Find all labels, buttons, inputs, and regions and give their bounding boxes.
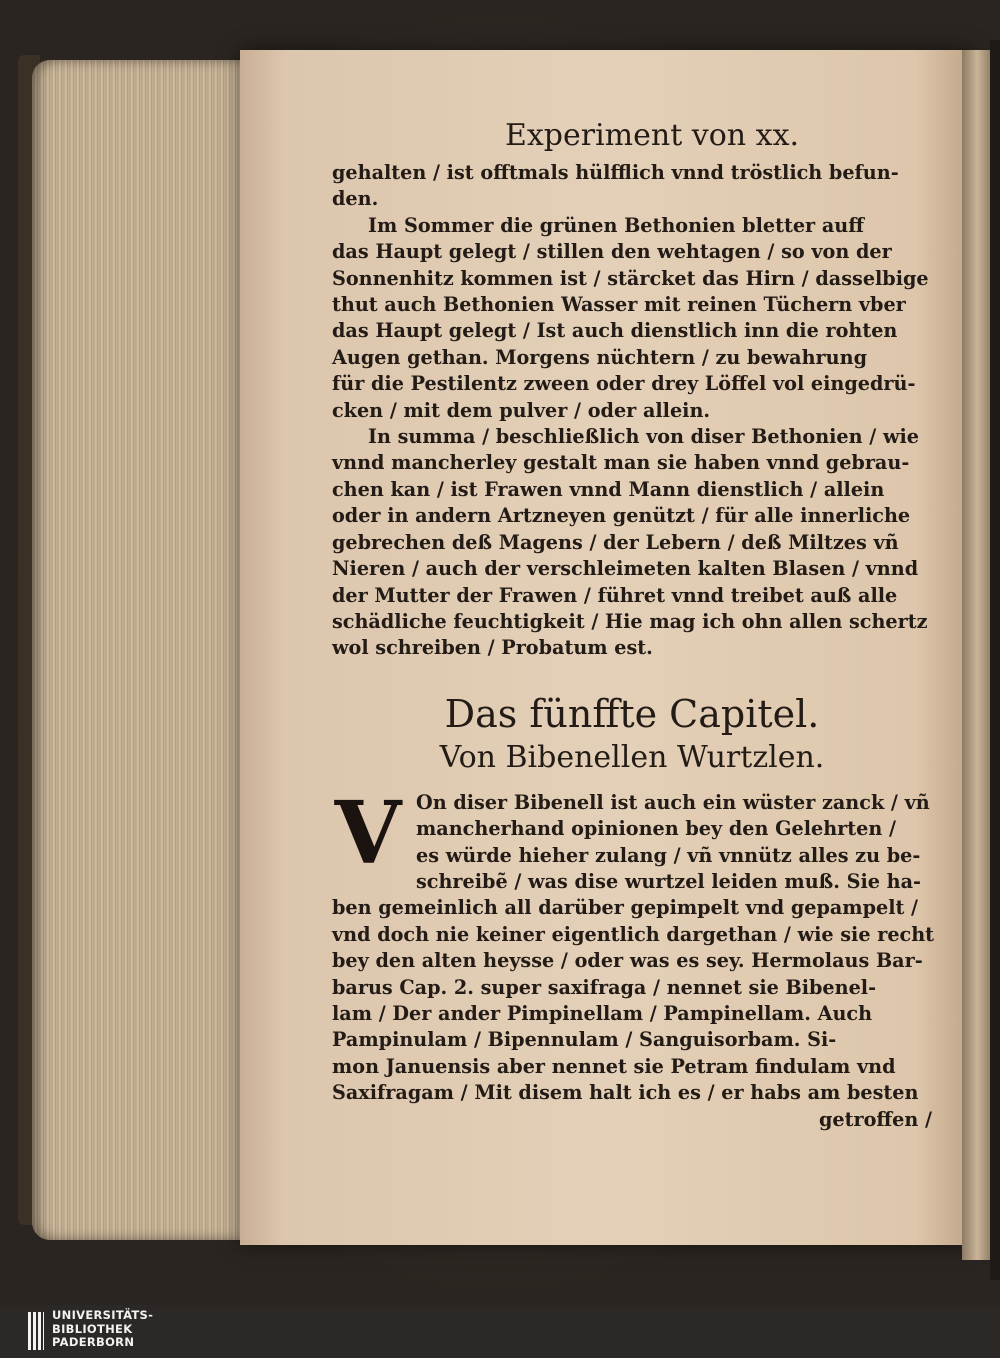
running-head: Experiment von xx. — [504, 118, 800, 153]
text-line: den. — [332, 187, 379, 211]
text-line: gehalten / ist offtmals hülfflich vnnd tröstlich befun- — [332, 161, 899, 184]
drop-cap-paragraph — [332, 782, 932, 896]
text-line: wol schreiben / Probatum est. — [332, 636, 653, 660]
body-lines — [332, 895, 935, 1106]
logo-line-2: BIBLIOTHEK — [52, 1321, 133, 1336]
text-line: es würde hieher zulang / vñ vnnütz alles zu be- — [416, 843, 921, 867]
text-line: Nieren / auch der verschleimeten kalten Blasen / vnnd — [332, 557, 919, 581]
book-cover-right — [990, 40, 1000, 1280]
text-line: mancherhand opinionen bey den Gelehrten / — [416, 817, 896, 841]
text-line: Saxifragam / Mit disem halt ich es / er habs am besten — [332, 1081, 919, 1105]
text-line: cken / mit dem pulver / oder allein. — [332, 398, 711, 422]
text-line: mon Januensis aber nennet sie Petram findulam vnd — [332, 1054, 896, 1078]
page-edges — [32, 60, 247, 1240]
text-line: bey den alten heysse / oder was es sey. Hermolaus Bar- — [332, 949, 923, 973]
chapter-subtitle: Von Bibenellen Wurtzlen. — [439, 739, 825, 775]
text-line: thut auch Bethonien Wasser mit reinen Tüchern vber — [332, 293, 906, 317]
text-line: vnd doch nie keiner eigentlich dargethan / wie sie recht — [332, 922, 935, 946]
text-line: gebrechen deß Magens / der Lebern / deß Miltzes vñ — [332, 530, 899, 554]
text-line: für die Pestilentz zween oder drey Löffel vol eingedrü- — [332, 372, 916, 396]
text-line: Pampinulam / Bipennulam / Sanguisorbam. Si- — [332, 1028, 837, 1052]
text-line: der Mutter der Frawen / führet vnnd treibet auß alle — [332, 583, 898, 607]
library-logo[interactable] — [52, 1309, 153, 1350]
text-line: On diser Bibenell ist auch ein wüster zanck / vñ — [416, 790, 930, 814]
text-line: vnnd mancherley gestalt man sie haben vnnd gebrau- — [332, 451, 910, 475]
text-line: Sonnenhitz kommen ist / stärcket das Hirn / dasselbige — [332, 266, 929, 290]
text-line: oder in andern Artzneyen genützt / für alle innerliche — [332, 504, 911, 528]
text-line: schreibẽ / was dise wurtzel leiden muß. Sie ha- — [416, 869, 921, 893]
chapter-title: Das fünffte Capitel. — [444, 691, 820, 736]
text-line: barus Cap. 2. super saxifraga / nennet sie Bibenel- — [332, 975, 877, 999]
text-line: das Haupt gelegt / stillen den wehtagen / so von der — [332, 240, 892, 264]
text-line: schädliche feuchtigkeit / Hie mag ich ohn allen schertz — [332, 609, 928, 633]
text-line: In summa / beschließlich von diser Bethonien / wie — [368, 425, 919, 449]
library-columns-icon — [28, 1312, 44, 1350]
drop-cap-initial: V — [334, 782, 402, 884]
logo-line-3: PADERBORN — [52, 1335, 135, 1349]
drop-cap-lines — [332, 782, 932, 896]
page-text — [332, 118, 935, 1133]
text-line: Im Sommer die grünen Bethonien bletter auff — [368, 213, 864, 237]
paragraph-lines — [332, 160, 932, 662]
text-line: lam / Der ander Pimpinellam / Pampinellam. Auch — [332, 1001, 873, 1025]
catchword: getroffen / — [819, 1107, 932, 1131]
text-line: chen kan / ist Frawen vnnd Mann dienstlich / allein — [332, 477, 885, 501]
logo-line-1: UNIVERSITÄTS- — [52, 1308, 154, 1322]
text-line: das Haupt gelegt / Ist auch dienstlich inn die rohten — [332, 319, 898, 343]
text-line: Augen gethan. Morgens nüchtern / zu bewahrung — [332, 345, 867, 369]
book-page — [240, 50, 975, 1245]
text-line: ben gemeinlich all darüber gepimpelt vnd gepampelt / — [332, 896, 919, 920]
